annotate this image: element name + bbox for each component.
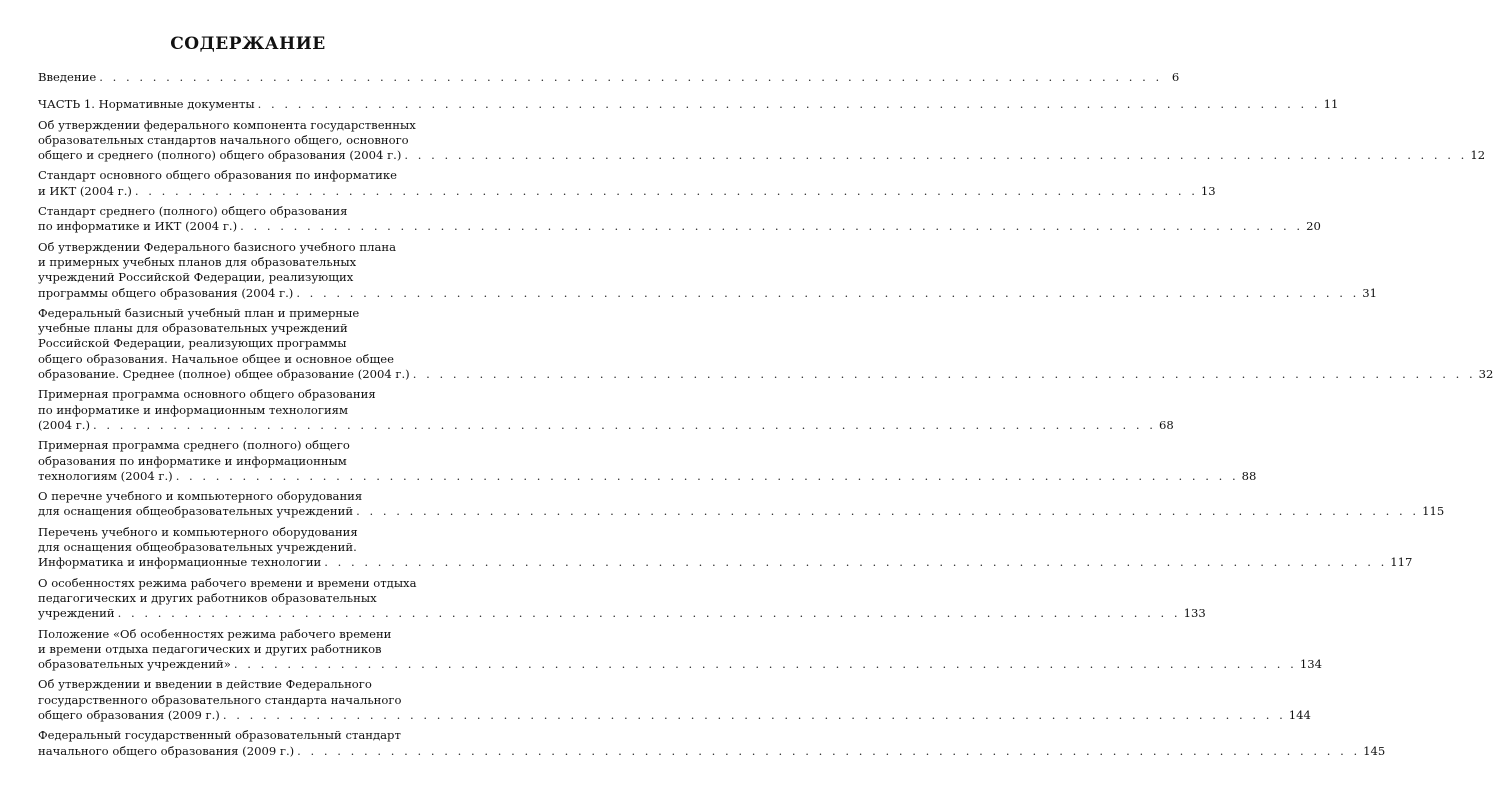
toc-entry-line: учебные планы для образовательных учреждений — [38, 321, 348, 336]
toc-entry-line: Перечень учебного и компьютерного оборудования — [38, 524, 358, 539]
toc-entry-title: Информатика и информационные технологии — [38, 555, 322, 570]
page-title: СОДЕРЖАНИЕ — [170, 34, 326, 54]
toc-entry-last-line — [38, 219, 1321, 234]
dot-leader: . . . . . . . . . . . . . . . . . . . . . . . . . . . . . . . . . . . . . . . . . . . . . . . . . . . . . . . . . . . . . . . . . . . . . . . . . . . . . . . . — [134, 183, 1198, 198]
page-number: 6 — [1171, 70, 1180, 84]
toc-entry-line: Федеральный базисный учебный план и примерные — [38, 305, 360, 320]
toc-entry-title: учреждений — [38, 606, 115, 621]
page-number: 115 — [1422, 504, 1445, 519]
page-number: 134 — [1299, 657, 1322, 672]
toc-entry-line: О особенностях режима рабочего времени и времени отдыха — [38, 575, 417, 590]
toc-entry[interactable] — [38, 70, 1180, 85]
page-number: 20 — [1306, 219, 1321, 234]
table-of-contents — [38, 70, 1493, 759]
dot-leader: . . . . . . . . . . . . . . . . . . . . . . . . . . . . . . . . . . . . . . . . . . . . . . . . . . . . . . . . . . . . . . . . . . . . . . . . . . . . . . . . — [412, 367, 1476, 382]
dot-leader: . . . . . . . . . . . . . . . . . . . . . . . . . . . . . . . . . . . . . . . . . . . . . . . . . . . . . . . . . . . . . . . . . . . . . . . . . . . . . . . . — [175, 468, 1239, 483]
toc-entry-title: начального общего образования (2009 г.) — [38, 743, 295, 758]
dot-leader: . . . . . . . . . . . . . . . . . . . . . . . . . . . . . . . . . . . . . . . . . . . . . . . . . . . . . . . . . . . . . . . . . . . . . . . . . . . . . . . . — [222, 707, 1286, 722]
dot-leader: . . . . . . . . . . . . . . . . . . . . . . . . . . . . . . . . . . . . . . . . . . . . . . . . . . . . . . . . . . . . . . . . . . . . . . . . . . . . . . . . — [324, 555, 1388, 570]
toc-entry-line: Об утверждении федерального компонента государственных — [38, 117, 416, 132]
toc-entry-last-line — [38, 367, 1493, 382]
page-number: 32 — [1478, 367, 1493, 382]
toc-entry[interactable] — [38, 524, 1413, 571]
toc-entry-last-line — [38, 70, 1180, 85]
page-number: 11 — [1323, 97, 1339, 112]
page-number: 117 — [1390, 555, 1413, 570]
toc-entry-title: Введение — [38, 70, 97, 84]
toc-entry-title: общего образования (2009 г.) — [38, 707, 220, 722]
toc-entry-line: Российской Федерации, реализующих программы — [38, 336, 347, 351]
toc-entry-last-line — [38, 707, 1311, 723]
toc-entry-line: образовательных стандартов начального общего, основного — [38, 132, 409, 147]
toc-entry-line: педагогических и других работников образовательных — [38, 590, 377, 605]
toc-entry[interactable] — [38, 387, 1174, 433]
toc-entry-line: и примерных учебных планов для образовательных — [38, 254, 357, 269]
toc-entry-title: ЧАСТЬ 1. Нормативные документы — [38, 97, 255, 112]
toc-entry-last-line — [38, 555, 1413, 570]
page-number: 144 — [1288, 707, 1311, 722]
dot-leader: . . . . . . . . . . . . . . . . . . . . . . . . . . . . . . . . . . . . . . . . . . . . . . . . . . . . . . . . . . . . . . . . . . . . . . . . . . . . . . . . — [240, 219, 1304, 234]
toc-entry-line: Стандарт основного общего образования по информатике — [38, 168, 397, 183]
toc-entry[interactable] — [38, 168, 1216, 199]
dot-leader: . . . . . . . . . . . . . . . . . . . . . . . . . . . . . . . . . . . . . . . . . . . . . . . . . . . . . . . . . . . . . . . . . . . . . . . . . . . . . . . . — [99, 70, 1163, 84]
toc-entry-line: для оснащения общеобразовательных учреждений. — [38, 540, 357, 555]
toc-entry[interactable] — [38, 575, 1206, 622]
toc-entry-line: по информатике и информационным технологиям — [38, 402, 349, 417]
dot-leader: . . . . . . . . . . . . . . . . . . . . . . . . . . . . . . . . . . . . . . . . . . . . . . . . . . . . . . . . . . . . . . . . . . . . . . . . . . . . . . . . — [233, 657, 1297, 672]
page-number: 31 — [1362, 285, 1378, 300]
toc-entry-title: (2004 г.) — [38, 417, 90, 432]
toc-entry[interactable] — [38, 626, 1322, 673]
toc-entry-line: Об утверждении Федерального базисного учебного плана — [38, 239, 396, 254]
toc-entry-line: учреждений Российской Федерации, реализующих — [38, 270, 354, 285]
toc-entry-title: для оснащения общеобразовательных учреждений — [38, 504, 354, 519]
dot-leader: . . . . . . . . . . . . . . . . . . . . . . . . . . . . . . . . . . . . . . . . . . . . . . . . . . . . . . . . . . . . . . . . . . . . . . . . . . . . . . . . — [117, 606, 1181, 621]
toc-entry-title: программы общего образования (2004 г.) — [38, 285, 294, 300]
dot-leader: . . . . . . . . . . . . . . . . . . . . . . . . . . . . . . . . . . . . . . . . . . . . . . . . . . . . . . . . . . . . . . . . . . . . . . . . . . . . . . . . — [404, 148, 1468, 163]
toc-entry-last-line — [38, 97, 1339, 112]
toc-entry-last-line — [38, 285, 1378, 301]
page-number: 13 — [1200, 183, 1216, 198]
toc-entry-line: Примерная программа среднего (полного) общего — [38, 438, 350, 453]
toc-entry-line: Примерная программа основного общего образования — [38, 387, 376, 402]
dot-leader: . . . . . . . . . . . . . . . . . . . . . . . . . . . . . . . . . . . . . . . . . . . . . . . . . . . . . . . . . . . . . . . . . . . . . . . . . . . . . . . . — [356, 504, 1420, 519]
toc-entry[interactable] — [38, 97, 1339, 112]
toc-entry[interactable] — [38, 117, 1486, 164]
toc-entry[interactable] — [38, 239, 1378, 301]
toc-entry-last-line — [38, 657, 1322, 672]
toc-entry-last-line — [38, 417, 1174, 433]
toc-entry[interactable] — [38, 728, 1386, 759]
page-number: 88 — [1241, 468, 1257, 483]
toc-entry-line: общего образования. Начальное общее и основное общее — [38, 351, 395, 366]
toc-entry-last-line — [38, 743, 1386, 759]
toc-entry[interactable] — [38, 489, 1445, 520]
toc-entry-title: общего и среднего (полного) общего образования (2004 г.) — [38, 148, 402, 163]
toc-entry[interactable] — [38, 438, 1257, 484]
dot-leader: . . . . . . . . . . . . . . . . . . . . . . . . . . . . . . . . . . . . . . . . . . . . . . . . . . . . . . . . . . . . . . . . . . . . . . . . . . . . . . . . — [93, 417, 1156, 432]
toc-entry-last-line — [38, 468, 1257, 484]
toc-entry-line: Федеральный государственный образовательный стандарт — [38, 728, 401, 743]
toc-entry[interactable] — [38, 305, 1493, 382]
dot-leader: . . . . . . . . . . . . . . . . . . . . . . . . . . . . . . . . . . . . . . . . . . . . . . . . . . . . . . . . . . . . . . . . . . . . . . . . . . . . . . . . — [257, 97, 1321, 112]
dot-leader: . . . . . . . . . . . . . . . . . . . . . . . . . . . . . . . . . . . . . . . . . . . . . . . . . . . . . . . . . . . . . . . . . . . . . . . . . . . . . . . . — [296, 285, 1360, 300]
toc-entry-last-line — [38, 183, 1216, 199]
toc-entry-line: Положение «Об особенностях режима рабочего времени — [38, 626, 392, 641]
toc-entry-last-line — [38, 606, 1206, 621]
toc-entry[interactable] — [38, 204, 1321, 235]
toc-entry-line: образования по информатике и информационным — [38, 453, 347, 468]
toc-entry-line: Стандарт среднего (полного) общего образования — [38, 204, 348, 219]
toc-entry-title: образование. Среднее (полное) общее образование (2004 г.) — [38, 367, 410, 382]
toc-entry-line: Об утверждении и введении в действие Федерального — [38, 677, 372, 692]
toc-entry-title: образовательных учреждений» — [38, 657, 231, 672]
page-number: 145 — [1363, 743, 1386, 758]
toc-entry-line: и времени отдыха педагогических и других работников — [38, 641, 382, 656]
dot-leader: . . . . . . . . . . . . . . . . . . . . . . . . . . . . . . . . . . . . . . . . . . . . . . . . . . . . . . . . . . . . . . . . . . . . . . . . . . . . . . . . — [297, 743, 1361, 758]
toc-entry[interactable] — [38, 677, 1311, 723]
page-number: 68 — [1158, 417, 1174, 432]
toc-entry-title: по информатике и ИКТ (2004 г.) — [38, 219, 238, 234]
page-number: 133 — [1183, 606, 1206, 621]
toc-entry-line: О перечне учебного и компьютерного оборудования — [38, 489, 363, 504]
toc-entry-title: технологиям (2004 г.) — [38, 468, 173, 483]
toc-entry-last-line — [38, 504, 1445, 519]
toc-entry-line: государственного образовательного стандарта начального — [38, 692, 402, 707]
toc-entry-last-line — [38, 148, 1486, 163]
page-number: 12 — [1470, 148, 1486, 163]
toc-entry-title: и ИКТ (2004 г.) — [38, 183, 132, 198]
